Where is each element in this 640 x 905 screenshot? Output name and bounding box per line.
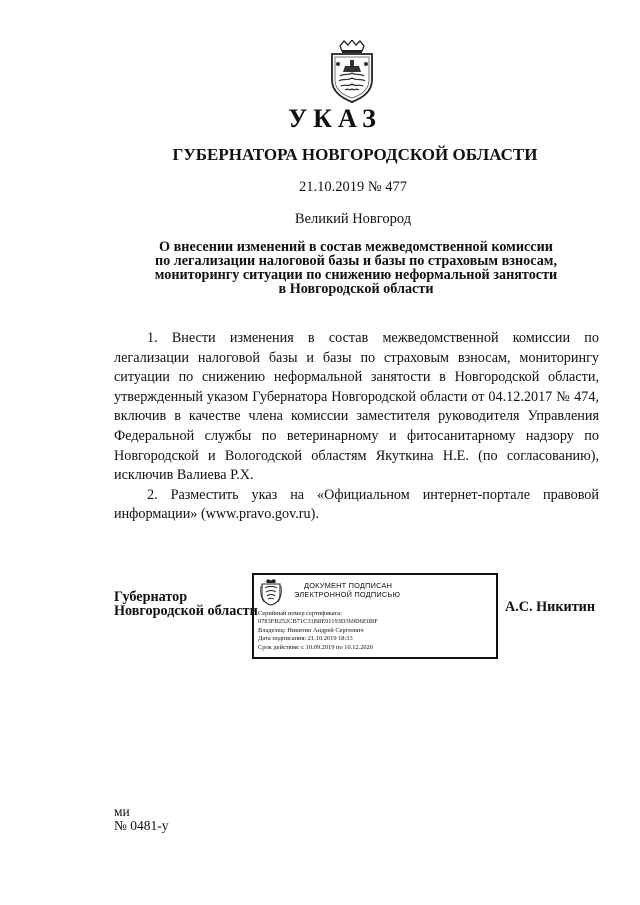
stamp-owner: Владелец: Никитин Андрей Сергеевич: [258, 626, 364, 634]
stamp-details: [258, 610, 378, 652]
stamp-signed-date: Дата подписания: 21.10.2019 18:33: [258, 635, 353, 643]
registration-number: № 0481-у: [114, 818, 169, 833]
executor-initials: ми: [114, 804, 130, 819]
heading-line: по легализации налоговой базы и базы по страховым взносам,: [154, 253, 558, 269]
signatory-position-line: Новгородской области: [114, 603, 258, 619]
document-city: Великий Новгород: [294, 211, 412, 227]
body-paragraph-2: 2. Разместить указ на «Официальном интернет-портале правовой информации» (www.pravo.gov.ru).: [114, 486, 599, 523]
document-body: [114, 329, 599, 525]
stamp-serial-label: Серийный номер сертификата:: [258, 610, 342, 617]
document-issuer: ГУБЕРНАТОРА НОВГОРОДСКОЙ ОБЛАСТИ: [172, 145, 538, 164]
stamp-title-line: ДОКУМЕНТ ПОДПИСАН: [304, 581, 393, 590]
signatory-position: [114, 590, 258, 618]
novgorod-coat-of-arms-icon: [326, 40, 378, 104]
document-date-number: 21.10.2019 № 477: [298, 179, 408, 195]
body-paragraph-1: 1. Внести изменения в состав межведомственной комиссии по легализации налоговой базы и базы по страховым взносам, мониторингу ситуации по снижению неформальной занятости в Новгородской области, утвержденный указом Губернатора Новгородской области от 04.12.2017 № 474, включив в качестве члена комиссии заместителя руководителя Управления Федеральной службы по ветеринарному и фитосанитарному надзору по Новгородской и Вологодской областям Якуткина Н.Е. (по согласованию), исключив Валиева Р.Х.: [114, 330, 599, 484]
signatory-position-line: Губернатор: [114, 589, 188, 605]
document-footer: [114, 805, 169, 833]
stamp-title: [294, 581, 400, 599]
document-title: УКАЗ: [288, 104, 382, 133]
document-heading: [128, 240, 584, 296]
heading-line: мониторингу ситуации по снижению неформальной занятости: [154, 267, 558, 283]
electronic-signature-stamp: [252, 573, 498, 659]
stamp-title-line: ЭЛЕКТРОННОЙ ПОДПИСЬЮ: [294, 590, 401, 599]
stamp-validity: Срок действия: с 10.09.2019 по 10.12.2020: [258, 643, 374, 651]
signatory-name: А.С. Никитин: [505, 599, 596, 615]
heading-line: в Новгородской области: [278, 281, 434, 297]
coat-of-arms-icon: [260, 578, 282, 606]
heading-line: О внесении изменений в состав межведомственной комиссии: [159, 239, 553, 255]
stamp-serial-value: 0783FB252CB71C31B8E91193D369D6E0BF: [258, 618, 378, 626]
